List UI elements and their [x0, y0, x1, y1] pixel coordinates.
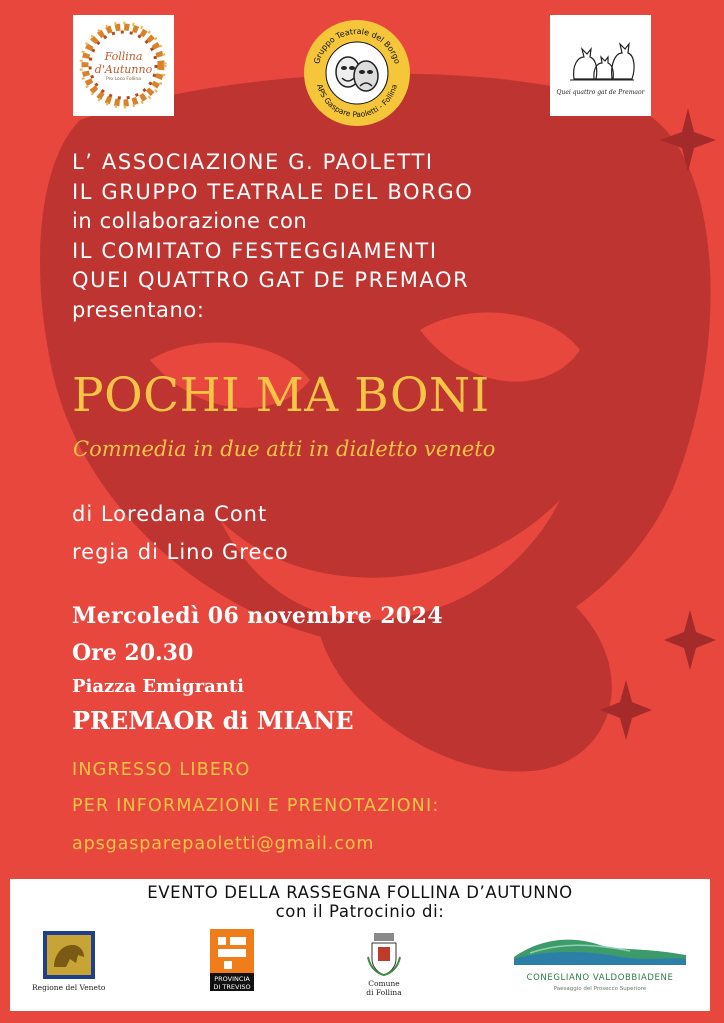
organizer-line: in collaborazione con — [72, 209, 308, 233]
comune-follina-logo — [366, 931, 402, 997]
gruppo-ring-top: Gruppo Teatrale del Borgo — [312, 26, 402, 65]
event-date: Mercoledì 06 novembre 2024 — [72, 603, 444, 629]
municipal-crest-icon — [366, 931, 402, 977]
booking-info: PER INFORMAZIONI E PRENOTAZIONI: — [72, 796, 440, 816]
conegliano-title: CONEGLIANO VALDOBBIADENE — [526, 973, 674, 983]
quattro-gat-caption: Quei quattro gat de Premaor — [556, 89, 645, 96]
footer-event-line: EVENTO DELLA RASSEGNA FOLLINA D’AUTUNNO — [147, 883, 573, 902]
quattro-gat-logo — [550, 15, 651, 116]
author-credit: di Loredana Cont — [72, 502, 268, 526]
organizer-line: presentano: — [72, 297, 205, 322]
gruppo-ring-bottom: APS Gaspare Paoletti - Follina — [315, 83, 399, 120]
contact-email[interactable]: apsgasparepaoletti@gmail.com — [72, 834, 375, 854]
cats-icon — [566, 35, 636, 85]
provincia-caption-2: DI TREVISO — [213, 983, 251, 991]
organizer-line: IL COMITATO FESTEGGIAMENTI — [72, 238, 438, 263]
entry-info: INGRESSO LIBERO — [72, 760, 251, 780]
green-hills-icon — [510, 929, 690, 969]
follina-autunno-logo — [73, 15, 174, 116]
organizer-line: QUEI QUATTRO GAT DE PREMAOR — [72, 268, 470, 292]
conegliano-valdobbiadene-logo — [510, 929, 690, 992]
theatre-masks-icon — [336, 57, 378, 91]
comune-caption-1: Comune — [368, 979, 400, 988]
lion-of-st-mark-icon — [40, 929, 98, 981]
follina-logo-line2: d'Autunno — [94, 62, 153, 76]
regione-veneto-logo — [32, 929, 105, 992]
regione-caption: Regione del Veneto — [32, 983, 106, 992]
footer-patronage-line: con il Patrocinio di: — [275, 902, 445, 921]
gruppo-teatrale-logo — [304, 20, 410, 126]
conegliano-subtitle: Paesaggio del Prosecco Superiore — [553, 986, 647, 992]
play-title: POCHI MA BONI — [72, 368, 490, 423]
sponsors-footer — [10, 879, 710, 1011]
event-square: Piazza Emigranti — [72, 676, 244, 697]
sparkle-icon — [664, 610, 716, 670]
comune-caption-2: di Follina — [366, 988, 402, 997]
play-subtitle: Commedia in due atti in dialetto veneto — [73, 437, 496, 461]
organizer-line: L’ ASSOCIAZIONE G. PAOLETTI — [72, 150, 434, 174]
organizers-block — [72, 148, 473, 325]
director-credit: regia di Lino Greco — [72, 540, 289, 564]
provincia-treviso-logo — [210, 929, 254, 991]
follina-logo-line3: Pro Loco Follina — [106, 76, 141, 82]
follina-logo-line1: Follina — [104, 49, 143, 63]
event-time: Ore 20.30 — [72, 640, 194, 666]
provincia-treviso-icon — [210, 929, 254, 973]
provincia-caption-1: PROVINCIA — [214, 975, 250, 983]
organizer-line: IL GRUPPO TEATRALE DEL BORGO — [72, 179, 474, 204]
event-place: PREMAOR di MIANE — [72, 706, 354, 735]
